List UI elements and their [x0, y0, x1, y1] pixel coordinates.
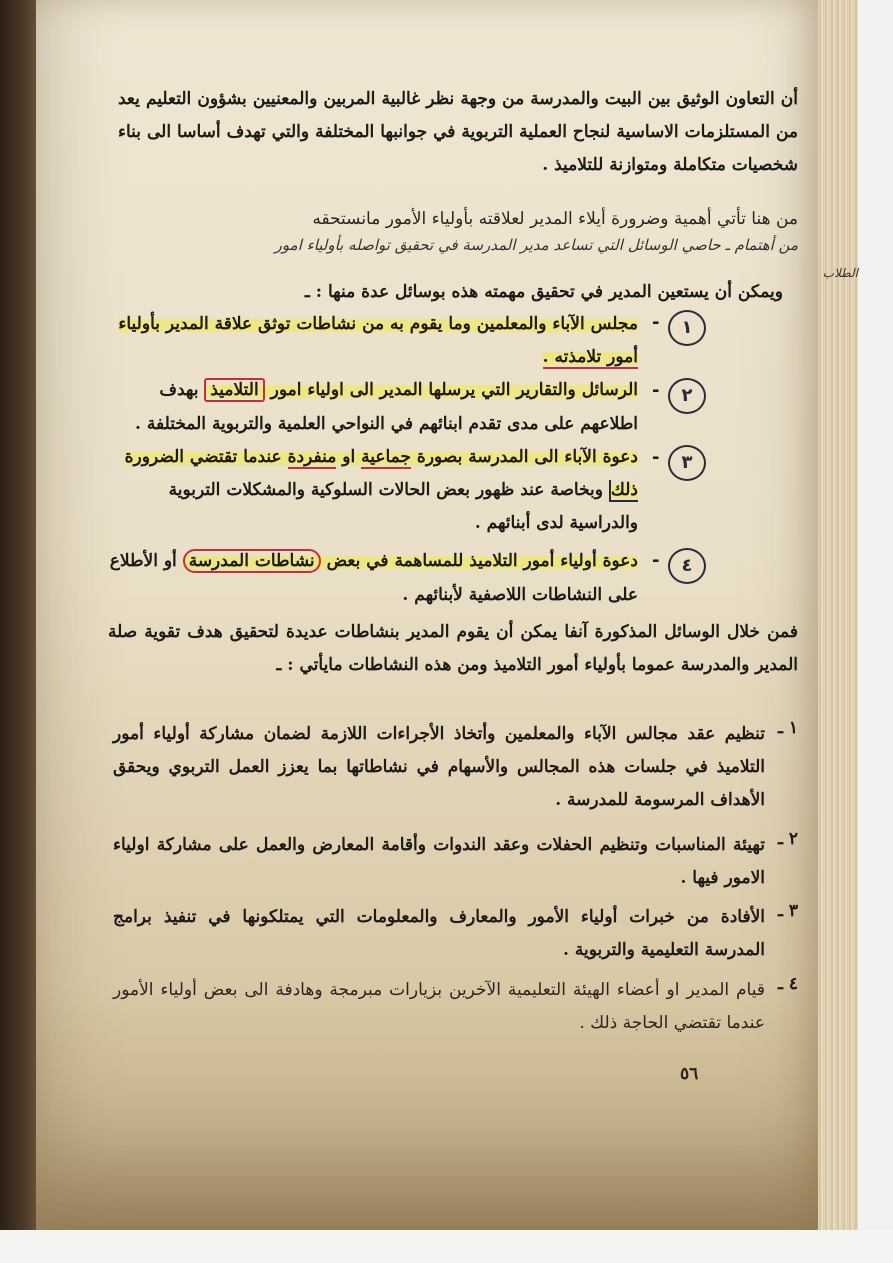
item-4-circle-marker: ٤: [668, 548, 706, 584]
item-4-text-a: دعوة أولياء أمور التلاميذ للمساهمة في بعض: [326, 551, 638, 571]
item-1-line-2: [68, 341, 638, 374]
item-1-circle-marker: ١: [668, 310, 706, 346]
item-dash: -: [652, 312, 660, 333]
item-2-line-1: [68, 374, 638, 407]
item-3-or: او: [342, 447, 356, 467]
item-1-highlight: مجلس الآباء والمعلمين وما يقوم به من نشاطات توثق علاقة المدير بأولياء: [118, 314, 638, 334]
activity-1-number: ١ ـ: [777, 718, 798, 738]
item-4-text-b: أو الأطلاع: [109, 551, 177, 571]
item-3-line-1: [68, 441, 638, 474]
item-2-boxed-word: التلاميذ: [204, 378, 264, 402]
book-cover-edge: [0, 0, 38, 1230]
item-2-text-b: بهدف: [159, 380, 199, 400]
activity-4-number: ٤ ـ: [777, 974, 798, 994]
item-3-line-3: والدراسية لدى أبنائهم .: [474, 513, 638, 533]
activity-1-text: تنظيم عقد مجالس الآباء والمعلمين وأتخاذ الأجراءات اللازمة لضمان مشاركة أولياء أمور التلاميذ في جلسات هذه المجالس والأسهام في نشاطاتها بما يعزز العمل التربوي ويحقق الأهداف المرسومة للمدرسة .: [113, 724, 765, 810]
item-3-text-b: عندما تقتضي الضرورة: [124, 447, 282, 467]
paragraph-4: فمن خلال الوسائل المذكورة آنفا يمكن أن يقوم المدير بنشاطات عديدة لتحقيق هدف تقوية صلة المدير والمدرسة عموما بأولياء أمور التلاميذ ومن هذه النشاطات مايأتي : ـ: [108, 622, 798, 675]
item-4-line-1: [68, 545, 638, 578]
page-number: ٥٦: [680, 1064, 699, 1084]
item-3-text-c: وبخاصة عند ظهور بعض الحالات السلوكية والمشكلات التربوية: [168, 480, 603, 500]
item-4-highlight: [183, 551, 638, 571]
item-3-line-2: [68, 474, 638, 507]
intro-paragraph: أن التعاون الوثيق بين البيت والمدرسة من وجهة نظر غالبية المربين والمعنيين بشؤون التعليم يعد من المستلزمات الاساسية لنجاح العملية التربوية في جوانبها المختلفة والتي تهدف أساسا الى بناء شخصيات متكاملة ومتوازنة للتلاميذ .: [118, 89, 798, 175]
item-3-highlight: [125, 447, 638, 467]
item-3-boxed-word: ذلك: [610, 480, 638, 500]
item-2-circle-marker: ٢: [668, 378, 706, 414]
item-2-line-2: اطلاعهم على مدى تقدم ابنائهم في النواحي العلمية والتربوية المختلفة .: [135, 414, 638, 434]
paragraph-2-printed: من هنا تأتي أهمية وضرورة أيلاء المدير لعلاقته بأولياء الأمور مانستحقه: [312, 209, 798, 229]
item-3-circle-marker: ٣: [668, 445, 706, 481]
activity-2-text: تهيئة المناسبات وتنظيم الحفلات وعقد الندوات وأقامة المعارض والعمل على مشاركة اولياء الامور فيها .: [113, 835, 765, 888]
page-stack-edges: [818, 0, 858, 1230]
activity-3-number: ٣ ـ: [777, 901, 798, 921]
activity-4-text: قيام المدير او أعضاء الهيئة التعليمية الآخرين بزيارات مبرمجة وهادفة الى بعض أولياء الأمور عندما تقتضي الحاجة ذلك .: [113, 980, 765, 1033]
bottom-margin: [0, 1230, 893, 1263]
handwritten-insert: من أهتمام ـ حاصي الوسائل التي تساعد مدير المدرسة في تحقيق تواصله بأولياء امور: [274, 236, 798, 254]
item-4-circled-phrase: نشاطات المدرسة: [183, 549, 321, 573]
item-3-text-a: دعوة الآباء الى المدرسة بصورة: [416, 447, 638, 467]
item-3-underlined-1: جماعية: [361, 447, 411, 467]
item-2-highlight: [204, 380, 638, 400]
item-1-underlined-ending: أمور تلامذته .: [542, 347, 638, 367]
item-1-line-1: [68, 308, 638, 341]
activity-2-number: ٢ ـ: [777, 829, 798, 849]
item-4-line-2: على النشاطات اللاصفية لأبنائهم .: [402, 585, 638, 605]
item-dash: -: [652, 447, 660, 468]
paragraph-3: ويمكن أن يستعين المدير في تحقيق مهمته هذه بوسائل عدة منها : ـ: [304, 282, 783, 302]
item-2-text-a: الرسائل والتقارير التي يرسلها المدير الى اولياء امور: [270, 380, 638, 400]
book-page: [36, 0, 828, 1230]
item-dash: -: [652, 380, 660, 401]
item-dash: -: [652, 550, 660, 571]
activity-3-text: الأفادة من خبرات أولياء الأمور والمعارف والمعلومات التي يمتلكونها في تنفيذ برامج المدرسة التعليمية والتربوية .: [113, 907, 765, 960]
item-3-underlined-2: منفردة: [287, 447, 337, 467]
margin-note: الطلاب: [822, 266, 858, 280]
